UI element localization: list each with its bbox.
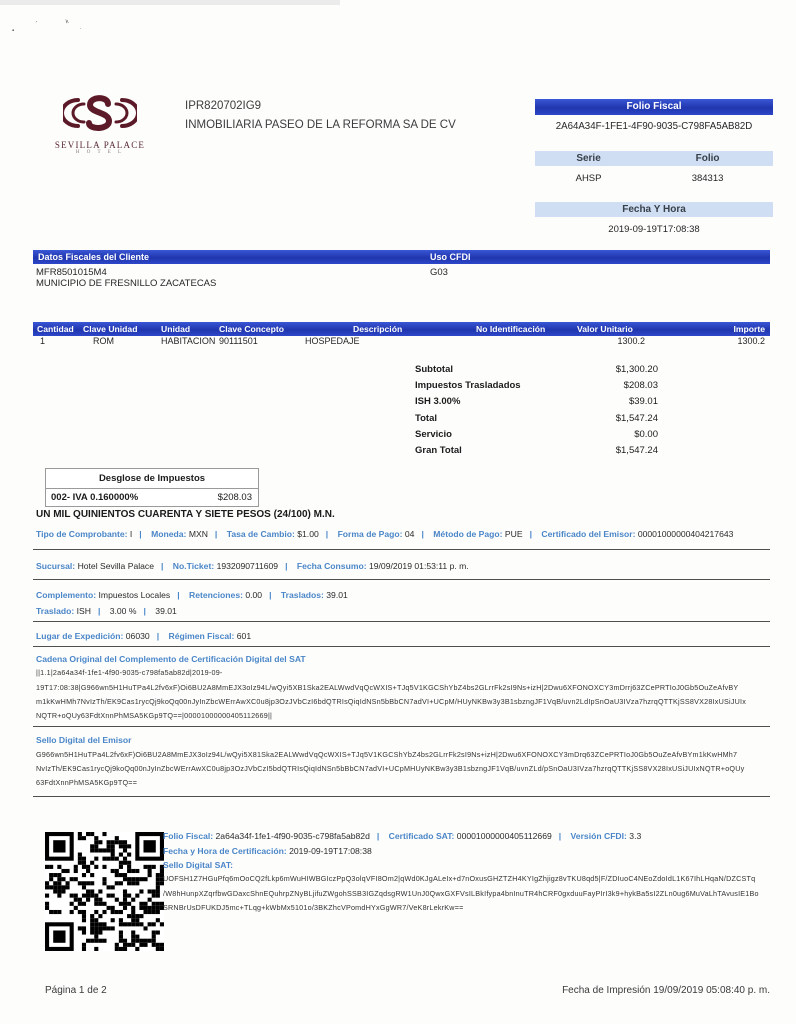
totales-block — [415, 364, 658, 461]
total-label: Gran Total — [415, 444, 462, 456]
complemento-label: Complemento: — [36, 590, 97, 600]
regimen-fiscal-label: Régimen Fiscal: — [168, 631, 235, 641]
pipe-separator: | — [139, 529, 142, 539]
traslado-tasa: 3.00 % — [109, 606, 137, 616]
section-divider — [33, 579, 770, 580]
tasa-cambio-label: Tasa de Cambio: — [226, 529, 295, 539]
info-expedicion-line — [36, 631, 772, 641]
conceptos-header-bar — [33, 322, 770, 336]
serie-label: Serie — [576, 153, 601, 164]
total-value: $1,547.24 — [615, 444, 658, 456]
traslado-impuesto: ISH — [76, 606, 91, 616]
total-row — [415, 413, 658, 429]
pipe-separator: | — [285, 561, 288, 571]
fecha-hora-value: 2019-09-19T17:08:38 — [608, 224, 700, 235]
folio-label: Folio — [695, 153, 720, 164]
uso-cfdi-label: Uso CFDI — [430, 252, 471, 262]
metodo-pago-value: PUE — [504, 529, 523, 539]
col-clave-concepto: Clave Concepto — [219, 324, 284, 334]
tipo-comprobante-label: Tipo de Comprobante: — [36, 529, 128, 539]
fecha-certificacion-value: 2019-09-19T17:08:38 — [289, 846, 372, 856]
certificado-sat-label: Certificado SAT: — [388, 831, 455, 841]
timbre-folio-fiscal-label: Folio Fiscal: — [163, 831, 214, 841]
col-no-identificacion: No Identificación — [476, 324, 546, 334]
col-importe: Importe — [733, 324, 765, 334]
cell-clave-unidad: ROM — [93, 336, 114, 346]
retenciones-label: Retenciones: — [189, 590, 243, 600]
fecha-consumo-value: 19/09/2019 01:53:11 p. m. — [368, 561, 469, 571]
timbre-folio-fiscal-value: 2a64a34f-1fe1-4f90-9035-c798fa5ab82d — [215, 831, 370, 841]
ticket-label: No.Ticket: — [172, 561, 215, 571]
pipe-separator: | — [558, 831, 562, 841]
qr-code — [44, 832, 165, 951]
pipe-separator: | — [214, 529, 218, 539]
retenciones-value: 0.00 — [245, 590, 263, 600]
serie-value: AHSP — [575, 173, 602, 184]
sello-sat-line: UOFSH1Z7HGuPfq6mOoCQ2fLkp6mWuHIWBGIczPpQ3olqVFI8Om2|qWd0KJgALeIx+d7nOxusGHZTZH4KYIgZhjigz8vTKU8qd5|F/ZDIuoC4NEoZdoIdL1K67IhLHqaN/DZCSTq — [163, 874, 756, 883]
col-unidad: Unidad — [161, 324, 191, 334]
cadena-original-line: NQTR+oQUy63FdtXnnPhMSA5KGp9TQ==|00001000000405112669|| — [36, 711, 273, 720]
scan-ink-marks — [6, 12, 166, 42]
cliente-section-label: Datos Fiscales del Cliente — [38, 252, 150, 262]
version-cfdi-value: 3.3 — [629, 831, 642, 841]
sucursal-value: Hotel Sevilla Palace — [77, 561, 154, 571]
sello-sat-line: SRNBrUsDFUKDJ5mc+TLqg+kWbMx5101o/3BKZhcVPomdHYxGgWR7/VeK8rLekrKw== — [163, 903, 464, 912]
pipe-separator: | — [97, 606, 101, 616]
certificado-sat-value: 00001000000405112669 — [456, 831, 552, 841]
sello-sat-line: /W8hHunpXZqrfbwGDaxcShnEQuhrpZNyBLjifuZWgohSSB3IGZqdsgRW1UnJ0QwxGXFVsILBkIfypa4bnInuTR4hCRF0gxduuFayPIrI3k9+hykBa5sI2ZLn0ug6MuVaLhTAvusIE1Bo — [163, 889, 759, 898]
scan-edge-shadow — [0, 0, 340, 5]
pipe-separator: | — [156, 631, 160, 641]
hotel-logo — [38, 92, 162, 155]
desglose-row — [46, 489, 258, 506]
total-row — [415, 445, 658, 461]
info-sucursal-line — [36, 561, 772, 571]
forma-pago-value: 04 — [404, 529, 415, 539]
total-value: $1,300.20 — [615, 364, 658, 375]
tasa-cambio-value: $1.00 — [297, 529, 319, 539]
pipe-separator: | — [376, 831, 380, 841]
total-row — [415, 429, 658, 445]
pipe-separator: | — [421, 529, 424, 539]
emisor-razon-social: INMOBILIARIA PASEO DE LA REFORMA SA DE CV — [185, 119, 456, 131]
sello-emisor-line: G966wn5H1HuTPa4L2fv6xF)Oi6BU2A8MmEJX3oIz94L/wQyi5X81Ska2EALWwdVqQcWXIS+TJq5V1KGCShYbZ4bs2GLrrFk2sI9Ns+izH|2Dwu6XFONOXCY3mDrq63ZCePRTIoJ0Gb5OuZeAfvBYm1kKwHMh7 — [36, 750, 738, 759]
cell-descripcion: HOSPEDAJE — [305, 336, 360, 346]
col-valor-unitario: Valor Unitario — [577, 324, 633, 334]
section-divider — [33, 796, 770, 797]
sevilla-palace-monogram-icon — [63, 92, 137, 134]
folio-value: 384313 — [691, 173, 724, 184]
desglose-concepto: 002- IVA 0.160000% — [51, 492, 139, 503]
pipe-separator: | — [143, 606, 146, 616]
col-clave-unidad: Clave Unidad — [83, 324, 138, 334]
total-label: Subtotal — [415, 364, 453, 375]
lugar-expedicion-label: Lugar de Expedición: — [36, 631, 124, 641]
cliente-rfc: MFR8501015M4 — [36, 267, 107, 278]
hotel-logo-subtitle: H O T E L — [75, 150, 125, 155]
hotel-logo-name: SEVILLA PALACE — [54, 140, 146, 150]
timbre-fecha-line — [163, 846, 769, 856]
traslado-importe: 39.01 — [155, 606, 177, 616]
cliente-section-bar — [33, 250, 770, 264]
metodo-pago-label: Método de Pago: — [433, 529, 503, 539]
uso-cfdi-value: G03 — [430, 267, 448, 278]
ink-speck: ▪ — [12, 28, 15, 34]
total-label: Servicio — [415, 428, 452, 440]
traslados-label: Traslados: — [280, 590, 324, 600]
total-value: $208.03 — [623, 380, 658, 392]
folio-fiscal-label: Folio Fiscal — [626, 101, 682, 112]
section-divider — [33, 646, 770, 647]
total-row — [415, 364, 658, 380]
sucursal-label: Sucursal: — [36, 561, 76, 571]
cadena-original-line: ||1.1|2a64a34f-1fe1-4f90-9035-c798fa5ab82d|2019-09- — [36, 668, 223, 677]
ink-speck: ˎ — [80, 24, 82, 30]
certificado-emisor-value: 00001000000404217643 — [637, 529, 734, 539]
serie-folio-header — [535, 151, 773, 166]
folio-fiscal-value: 2A64A34F-1FE1-4F90-9035-C798FA5AB82D — [555, 121, 753, 132]
col-cantidad: Cantidad — [37, 324, 74, 334]
section-divider — [33, 726, 770, 727]
tipo-comprobante-value: I — [129, 529, 133, 539]
info-traslado-line — [36, 606, 772, 616]
desglose-title: Desglose de Impuestos — [46, 469, 258, 489]
pipe-separator: | — [269, 590, 272, 600]
cliente-nombre: MUNICIPIO DE FRESNILLO ZACATECAS — [36, 278, 217, 289]
conceptos-row — [33, 336, 770, 349]
fecha-consumo-label: Fecha Consumo: — [296, 561, 367, 571]
sello-sat-label: Sello Digital SAT: — [163, 860, 234, 870]
total-label: Impuestos Trasladados — [415, 380, 521, 392]
print-date: Fecha de Impresión 19/09/2019 05:08:40 p. m. — [562, 985, 770, 996]
timbre-info-line — [163, 831, 769, 841]
ink-speck: ᵏ — [64, 17, 70, 28]
cadena-original-title: Cadena Original del Complemento de Certificación Digital del SAT — [36, 654, 306, 664]
fecha-certificacion-label: Fecha y Hora de Certificación: — [163, 846, 287, 856]
total-value: $39.01 — [628, 396, 658, 408]
info-complemento-line — [36, 590, 772, 600]
page-number: Página 1 de 2 — [45, 985, 107, 996]
traslados-value: 39.01 — [326, 590, 348, 600]
total-label: ISH 3.00% — [415, 396, 461, 408]
sello-emisor-line: NvIzTh/EK9Cas1rycQj9koQq00nJyInZbcWErrAwXC0u8jp3OzJVbCzI5bdQTRIsQiqIdNSn5bBbCN7adVI+UCpMHUyNKBw3y3B1sbzngJF1VqB/uvnZLd/pSnOaU3IVza7hzrqQTTKjSS8VX28IxUSiJUIxNQTR+oQUy — [36, 764, 745, 773]
emisor-rfc: IPR820702IG9 — [185, 100, 262, 112]
pipe-separator: | — [161, 561, 164, 571]
importe-con-letra: UN MIL QUINIENTOS CUARENTA Y SIETE PESOS (24/100) M.N. — [36, 509, 335, 520]
cell-valor-unitario: 1300.2 — [617, 336, 645, 346]
total-label: Total — [415, 412, 437, 424]
traslado-label: Traslado: — [36, 606, 75, 616]
fecha-hora-header — [535, 202, 773, 217]
total-row — [415, 396, 658, 412]
moneda-label: Moneda: — [151, 529, 187, 539]
serie-folio-values — [535, 173, 773, 186]
desglose-importe: $208.03 — [217, 492, 252, 503]
cadena-original-line: m1kKwHMh7NvIzTh/EK9Cas1rycQj9koQq00nJyInZbcWErrAwXC0u8jp3OzJVbCzI6bdQTRIsQiqIdNSn5bBbCN7adVI+UCpM/HUyNKBw3y3B1sbzngJF1VqB/uvn2LdIpSnOaU3IVza7hzrqQTTKjSS8VX28IxUSiJUIx — [36, 697, 747, 706]
col-descripcion: Descripción — [353, 324, 403, 334]
certificado-emisor-label: Certificado del Emisor: — [541, 529, 636, 539]
cell-clave-concepto: 90111501 — [219, 336, 258, 346]
complemento-value: Impuestos Locales — [98, 590, 171, 600]
pipe-separator: | — [529, 529, 532, 539]
desglose-impuestos-box — [45, 468, 259, 507]
version-cfdi-label: Versión CFDI: — [570, 831, 627, 841]
cell-cantidad: 1 — [40, 336, 46, 346]
cell-unidad: HABITACION — [161, 336, 216, 346]
moneda-value: MXN — [188, 529, 208, 539]
cadena-original-line: 19T17:08:38|G966wn5H1HuTPa4L2fv6xF)Oi6BU2A8MmEJX3oIz94L/wQyi5XB1Ska2EALWwdVqQcWXIS+TJq5V1KGCShYbZ4bs2GLrrFk2sI9Ns+izH|2Dwu6XFONOXCY3mDrrj63ZCePRTIoJ0Gb5OuZeAfvBY — [36, 683, 739, 692]
pipe-separator: | — [325, 529, 329, 539]
pipe-separator: | — [177, 590, 180, 600]
section-divider — [33, 549, 770, 550]
cell-importe: 1300.2 — [737, 336, 765, 346]
ink-speck: ˏ — [34, 13, 41, 24]
ticket-value: 1932090711609 — [216, 561, 279, 571]
sello-emisor-title: Sello Digital del Emisor — [36, 735, 132, 745]
forma-pago-label: Forma de Pago: — [337, 529, 403, 539]
section-divider — [33, 621, 770, 622]
folio-fiscal-bar — [535, 99, 773, 115]
total-row — [415, 380, 658, 396]
info-comprobante-line — [36, 529, 772, 539]
fecha-hora-label: Fecha Y Hora — [622, 204, 686, 215]
total-value: $1,547.24 — [615, 412, 658, 424]
total-value: $0.00 — [634, 428, 658, 440]
lugar-expedicion-value: 06030 — [125, 631, 150, 641]
sello-emisor-line: 63FdtXnnPhMSA5KGp9TQ== — [36, 778, 138, 787]
regimen-fiscal-value: 601 — [236, 631, 252, 641]
